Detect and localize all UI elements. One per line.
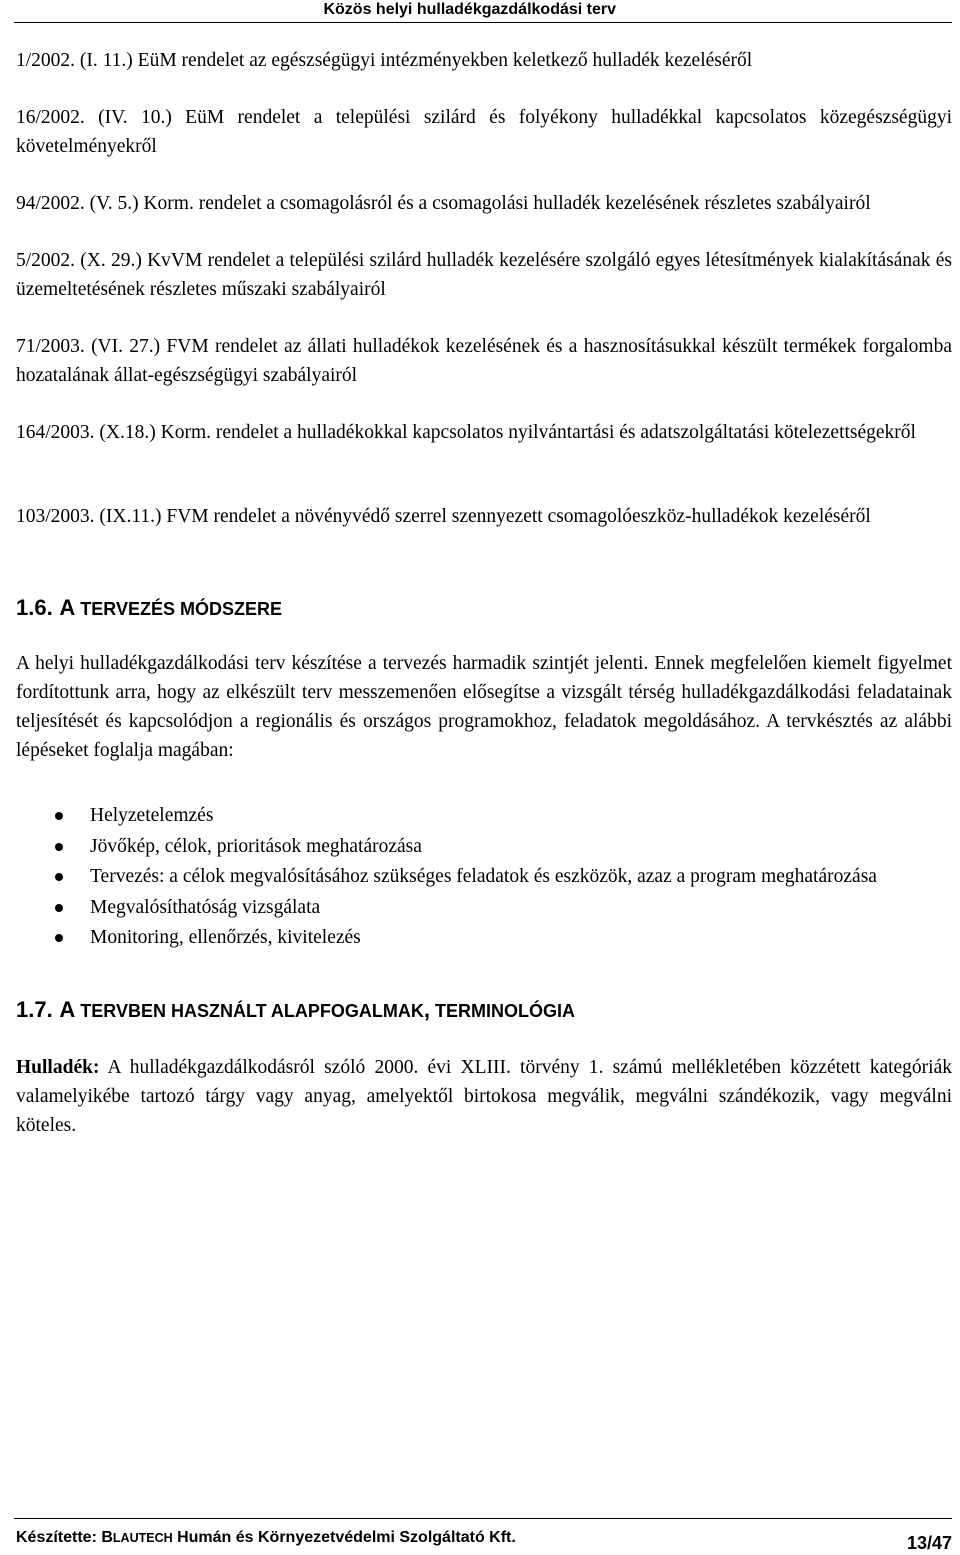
section-title-separator: , xyxy=(423,997,431,1022)
bullet-icon xyxy=(55,904,63,912)
legal-reference: 71/2003. (VI. 27.) FVM rendelet az állati hulladékok kezelésének és a hasznosításukkal készült termékek forgalomba hozatalának állat-egészségügyi szabályairól xyxy=(16,336,952,386)
list-item-text: Monitoring, ellenőrzés, kivitelezés xyxy=(90,927,361,948)
definition-term: Hulladék: xyxy=(16,1057,100,1078)
section-heading-1-7 xyxy=(16,993,952,1028)
bullet-icon xyxy=(55,812,63,820)
footer-suffix: Humán és Környezetvédelmi Szolgáltató Kft. xyxy=(172,1529,516,1546)
bullet-icon xyxy=(55,873,63,881)
section-heading-1-6 xyxy=(16,591,952,626)
list-item xyxy=(16,862,952,891)
legal-reference: 5/2002. (X. 29.) KvVM rendelet a települési szilárd hulladék kezelésére szolgáló egyes létesítmények kialakításának és üzemeltetésének részletes műszaki szabályairól xyxy=(16,250,952,300)
footer-author xyxy=(16,1528,516,1548)
list-item xyxy=(16,801,952,830)
bullet-icon xyxy=(55,843,63,851)
legal-reference: 16/2002. (IV. 10.) EüM rendelet a települési szilárd és folyékony hulladékkal kapcsolatos közegészségügyi követelményekről xyxy=(16,107,952,157)
legal-reference: 103/2003. (IX.11.) FVM rendelet a növényvédő szerrel szennyezett csomagolóeszköz-hulladékok kezeléséről xyxy=(16,506,871,527)
bullet-icon xyxy=(55,934,63,942)
section-title-rest: TERVEZÉS MÓDSZERE xyxy=(75,599,282,619)
list-item xyxy=(16,893,952,922)
footer-prefix: Készítette: xyxy=(16,1529,102,1546)
list-item-text: Helyzetelemzés xyxy=(90,805,214,826)
company-initial: B xyxy=(101,1529,113,1546)
section-title-initial: A xyxy=(59,997,76,1022)
section-title-part1: TERVBEN HASZNÁLT ALAPFOGALMAK xyxy=(75,1001,424,1021)
legal-reference: 164/2003. (X.18.) Korm. rendelet a hulladékokkal kapcsolatos nyilvántartási és adatszolgáltatási kötelezettségekről xyxy=(16,422,916,443)
planning-steps-list xyxy=(16,801,952,952)
method-paragraph: A helyi hulladékgazdálkodási terv készítése a tervezés harmadik szintjét jelenti. Ennek megfelelően kiemelt figyelmet fordítottunk arra, hogy az elkészült terv messzemenően elősegítse a vizsgált térség hulladékgazdálkodási feladatainak teljesítését és kapcsolódjon a regionális és országos programokhoz, feladatok megoldásához. A tervkésztés az alábbi lépéseket foglalja magában: xyxy=(16,653,952,761)
running-header-title: Közös helyi hulladékgazdálkodási terv xyxy=(323,1,616,18)
list-item-text: Tervezés: a célok megvalósításához szükséges feladatok és eszközök, azaz a program meghatározása xyxy=(90,866,877,887)
list-item-text: Jövőkép, célok, prioritások meghatározása xyxy=(90,835,422,857)
section-number: 1.6. xyxy=(16,595,53,620)
list-item xyxy=(16,923,952,952)
legal-reference: 1/2002. (I. 11.) EüM rendelet az egészségügyi intézményekben keletkező hulladék kezeléséről xyxy=(16,50,753,71)
company-name-rest: LAUTECH xyxy=(112,1531,173,1545)
section-title-part2: TERMINOLÓGIA xyxy=(430,1001,576,1021)
section-number: 1.7. xyxy=(16,997,53,1022)
definition-paragraph xyxy=(16,1053,952,1140)
section-title-initial: A xyxy=(59,595,76,620)
page-number: 13/47 xyxy=(906,1533,952,1553)
definition-text: A hulladékgazdálkodásról szóló 2000. évi XLIII. törvény 1. számú mellékletében közzétett kategóriák valamelyikébe tartozó tárgy vagy anyag, amelyektől birtokosa megválik, megválni szándékozik, vagy megválni köteles. xyxy=(16,1057,952,1136)
page-content xyxy=(16,46,952,1140)
list-item-text: Megvalósíthatóság vizsgálata xyxy=(90,896,321,918)
legal-reference: 94/2002. (V. 5.) Korm. rendelet a csomagolásról és a csomagolási hulladék kezelésének részletes szabályairól xyxy=(16,193,871,214)
footer-rule xyxy=(14,1518,952,1519)
header-rule xyxy=(14,22,952,23)
list-item xyxy=(16,832,952,861)
